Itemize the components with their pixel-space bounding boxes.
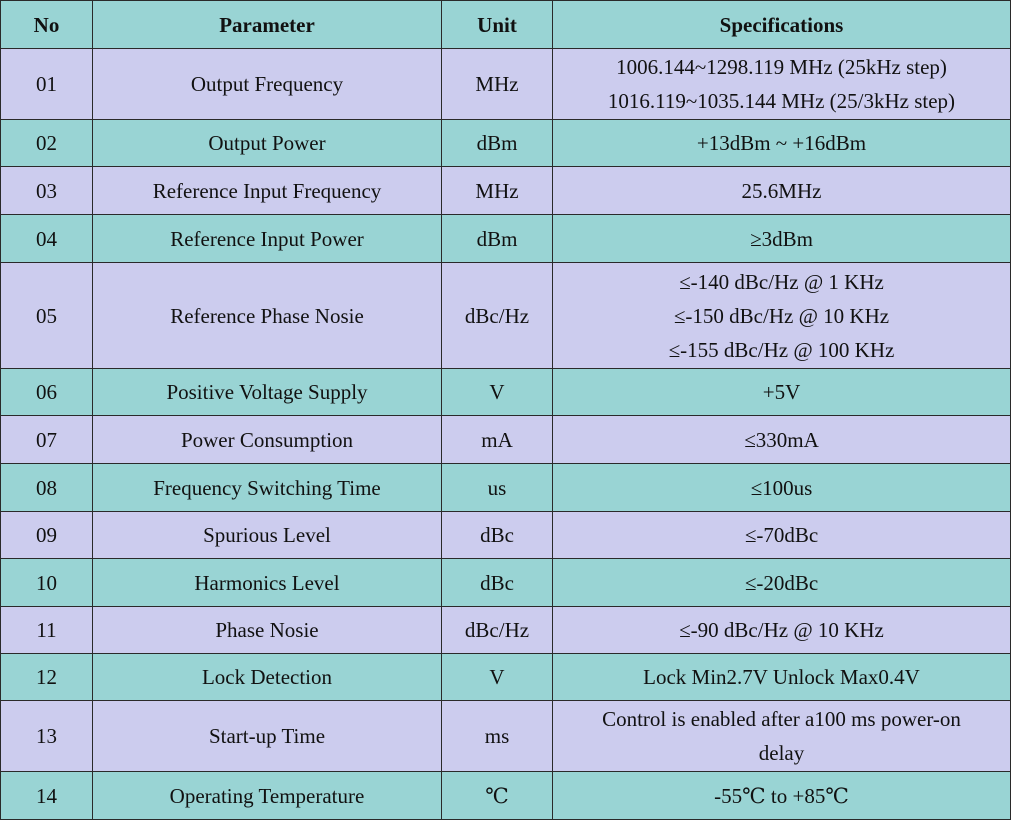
row-parameter-cell: Frequency Switching Time [93, 464, 442, 512]
row-parameter-cell: Operating Temperature [93, 772, 442, 820]
header-unit: Unit [442, 1, 553, 49]
spec-line: ≤-70dBc [744, 523, 819, 547]
row-spec-cell [553, 772, 1011, 820]
spec-line: ≤-20dBc [744, 570, 819, 595]
spec-line: delay [758, 741, 805, 765]
spec-line: ≤-150 dBc/Hz @ 10 KHz [673, 303, 890, 328]
row-parameter-cell: Lock Detection [93, 654, 442, 701]
spec-line: ≤-90 dBc/Hz @ 10 KHz [679, 618, 884, 642]
row-no-cell: 07 [1, 416, 93, 464]
header-parameter: Parameter [93, 1, 442, 49]
row-parameter-cell: Output Frequency [93, 49, 442, 120]
spec-line: ≤100us [750, 475, 813, 500]
row-no-cell: 04 [1, 215, 93, 263]
row-parameter-cell: Reference Input Frequency [93, 167, 442, 215]
row-unit-cell: dBc [442, 559, 553, 607]
row-spec-cell [553, 559, 1011, 607]
row-spec-cell [553, 120, 1011, 167]
row-parameter-cell: Harmonics Level [93, 559, 442, 607]
row-spec-cell [553, 369, 1011, 416]
spec-line: 1006.144~1298.119 MHz (25kHz step) [616, 55, 947, 79]
table-row [1, 49, 1011, 120]
row-parameter-cell: Phase Nosie [93, 607, 442, 654]
spec-line: Lock Min2.7V Unlock Max0.4V [643, 665, 920, 689]
row-unit-cell: ms [442, 701, 553, 772]
row-spec-cell [553, 263, 1011, 369]
row-unit-cell: MHz [442, 167, 553, 215]
row-parameter-cell: Start-up Time [93, 701, 442, 772]
row-no-cell: 09 [1, 512, 93, 559]
table-body [1, 49, 1011, 820]
row-unit-cell: V [442, 369, 553, 416]
table-row [1, 701, 1011, 772]
row-unit-cell: ℃ [442, 772, 553, 820]
row-parameter-cell: Power Consumption [93, 416, 442, 464]
row-parameter-cell: Output Power [93, 120, 442, 167]
spec-line: Control is enabled after a100 ms power-on [602, 707, 961, 731]
table-row [1, 559, 1011, 607]
row-no-cell: 10 [1, 559, 93, 607]
spec-line: +13dBm ~ +16dBm [696, 131, 867, 155]
row-spec-cell [553, 49, 1011, 120]
table-row [1, 263, 1011, 369]
spec-line: ≤-155 dBc/Hz @ 100 KHz [668, 337, 895, 362]
table-row [1, 120, 1011, 167]
row-unit-cell: dBc [442, 512, 553, 559]
row-spec-cell [553, 607, 1011, 654]
table-row [1, 772, 1011, 820]
row-parameter-cell: Reference Input Power [93, 215, 442, 263]
row-spec-cell [553, 416, 1011, 464]
header-row [1, 1, 1011, 49]
row-unit-cell: MHz [442, 49, 553, 120]
spec-line: 25.6MHz [741, 178, 822, 203]
header-specifications: Specifications [553, 1, 1011, 49]
row-unit-cell: us [442, 464, 553, 512]
row-no-cell: 14 [1, 772, 93, 820]
row-unit-cell: mA [442, 416, 553, 464]
spec-line: -55℃ to +85℃ [714, 783, 849, 808]
row-parameter-cell: Spurious Level [93, 512, 442, 559]
row-spec-cell [553, 464, 1011, 512]
row-unit-cell: dBm [442, 215, 553, 263]
row-no-cell: 03 [1, 167, 93, 215]
row-spec-cell [553, 701, 1011, 772]
row-no-cell: 05 [1, 263, 93, 369]
table-row [1, 654, 1011, 701]
header-no: No [1, 1, 93, 49]
table-row [1, 369, 1011, 416]
table-row [1, 464, 1011, 512]
spec-line: ≤-140 dBc/Hz @ 1 KHz [679, 269, 884, 294]
row-unit-cell: dBc/Hz [442, 607, 553, 654]
spec-line: ≥3dBm [750, 226, 813, 251]
spec-line: 1016.119~1035.144 MHz (25/3kHz step) [607, 89, 956, 113]
table-row [1, 512, 1011, 559]
table-row [1, 416, 1011, 464]
row-no-cell: 01 [1, 49, 93, 120]
row-spec-cell [553, 512, 1011, 559]
row-unit-cell: dBc/Hz [442, 263, 553, 369]
row-no-cell: 08 [1, 464, 93, 512]
row-no-cell: 12 [1, 654, 93, 701]
row-spec-cell [553, 167, 1011, 215]
row-parameter-cell: Positive Voltage Supply [93, 369, 442, 416]
table-row [1, 607, 1011, 654]
table-row [1, 215, 1011, 263]
row-no-cell: 13 [1, 701, 93, 772]
row-no-cell: 02 [1, 120, 93, 167]
row-unit-cell: V [442, 654, 553, 701]
row-spec-cell [553, 654, 1011, 701]
row-no-cell: 06 [1, 369, 93, 416]
row-no-cell: 11 [1, 607, 93, 654]
spec-line: +5V [762, 380, 801, 404]
row-unit-cell: dBm [442, 120, 553, 167]
row-parameter-cell: Reference Phase Nosie [93, 263, 442, 369]
row-spec-cell [553, 215, 1011, 263]
spec-line: ≤330mA [744, 427, 819, 452]
table-row [1, 167, 1011, 215]
